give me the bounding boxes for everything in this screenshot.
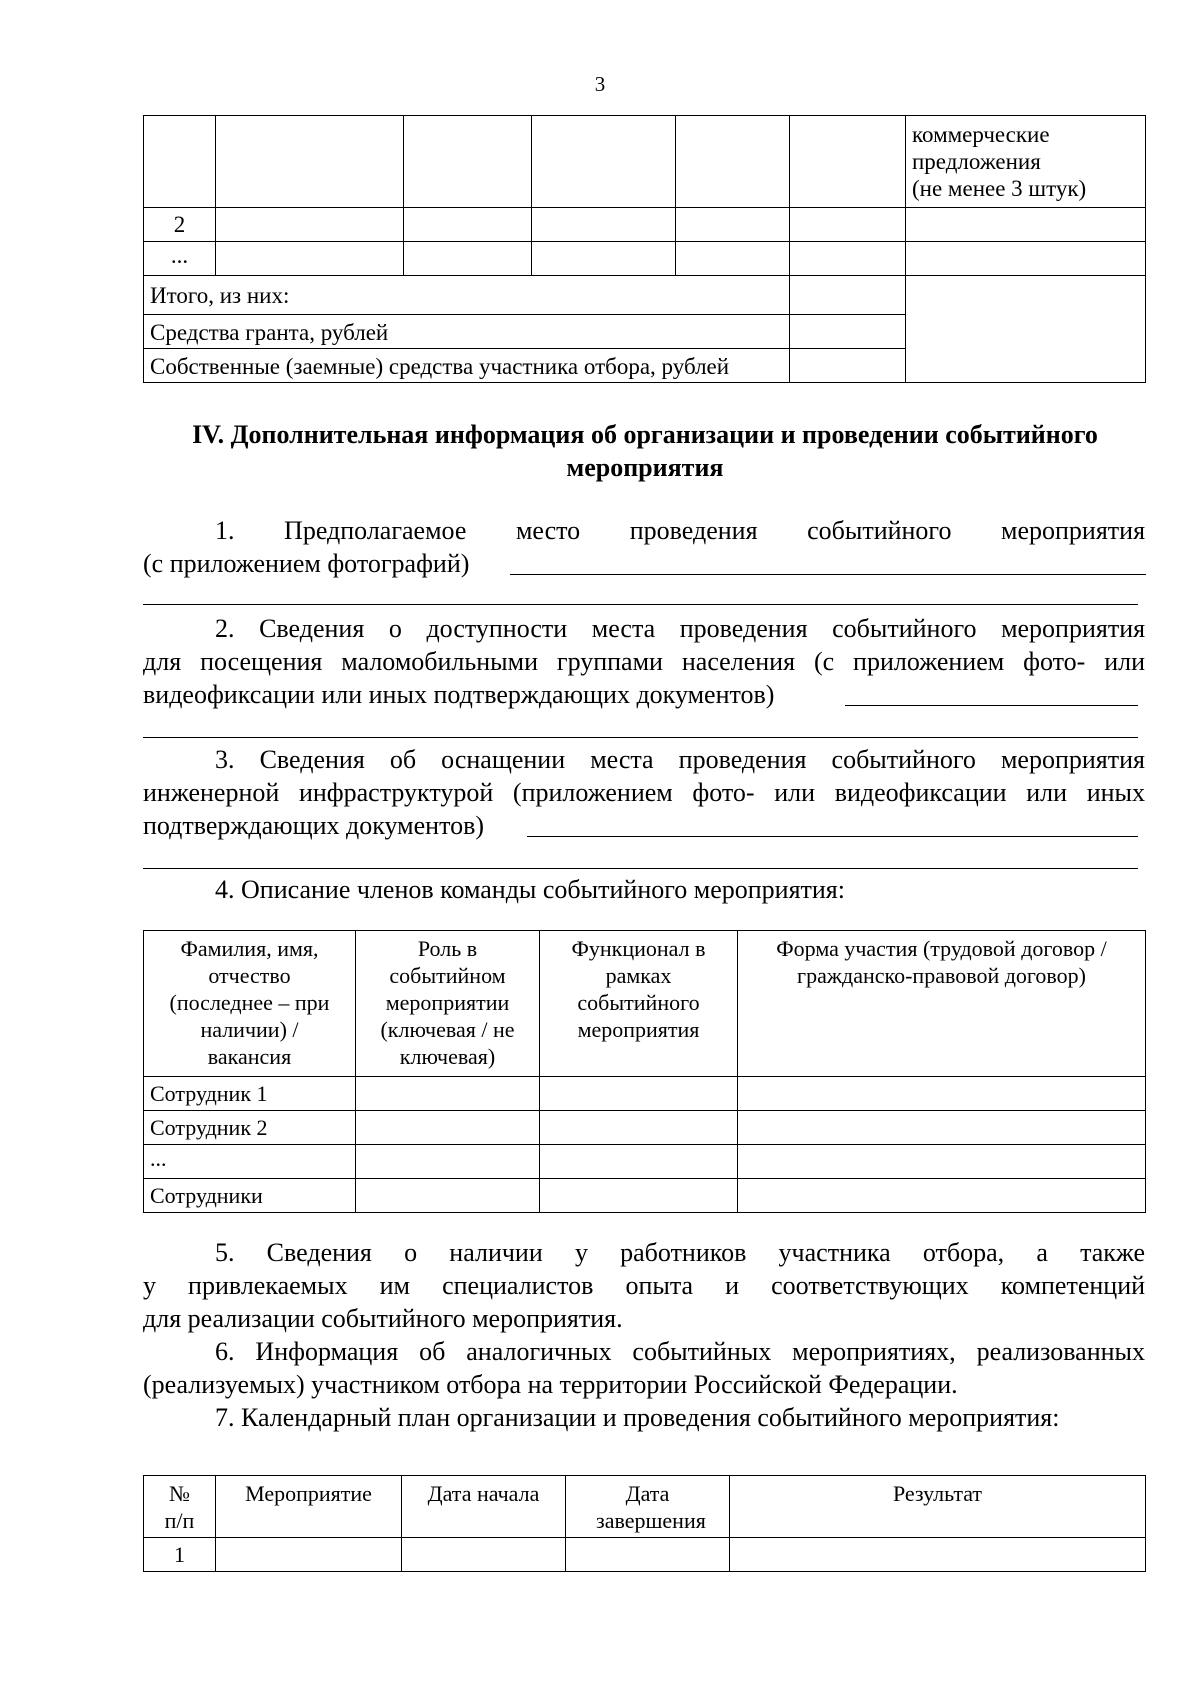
total-label: Итого, из них:: [144, 276, 790, 315]
calendar-table: [143, 1475, 1146, 1572]
grant-label: Средства гранта, рублей: [144, 315, 790, 349]
row-number: 1: [144, 1538, 216, 1572]
item-7: 7. Календарный план организации и проведения событийного мероприятия:: [215, 1403, 1060, 1432]
commercial-offers-cell: коммерческие предложения (не менее 3 штук): [906, 116, 1146, 208]
team-table: [143, 930, 1146, 1213]
table-header-row: [144, 1476, 1146, 1538]
table-row: [144, 116, 1146, 208]
column-header: Фамилия, имя, отчество (последнее – при наличии) / вакансия: [144, 931, 356, 1077]
team-member-cell: ...: [144, 1145, 356, 1179]
team-member-cell: Сотрудник 1: [144, 1077, 356, 1111]
budget-table: [143, 115, 1146, 383]
item-1-line1: 1. Предполагаемое место проведения событийного мероприятия: [215, 516, 1146, 545]
item-3-line1: 3. Сведения об оснащении места проведения событийного мероприятия: [215, 745, 1145, 774]
table-row: [144, 1077, 1146, 1111]
item-6-line2: (реализуемых) участником отбора на территории Российской Федерации.: [143, 1370, 958, 1399]
item-2-line2: для посещения маломобильными группами населения (с приложением фото- или: [143, 647, 1145, 676]
column-header: Дата завершения: [566, 1476, 730, 1538]
column-header: Форма участия (трудовой договор / гражданско-правовой договор): [738, 931, 1146, 1077]
item-3-line2: инженерной инфраструктурой (приложением фото- или видеофиксации или иных: [143, 778, 1145, 807]
table-row: [144, 242, 1146, 276]
item-5-line2: у привлекаемых им специалистов опыта и соответствующих компетенций: [143, 1271, 1146, 1300]
column-header: Мероприятие: [216, 1476, 402, 1538]
item-4: 4. Описание членов команды событийного мероприятия:: [215, 875, 845, 904]
column-header: Результат: [730, 1476, 1146, 1538]
fill-line: [143, 604, 1138, 605]
column-header: № п/п: [144, 1476, 216, 1538]
fill-line: [845, 705, 1138, 706]
item-3-line3: подтверждающих документов): [143, 811, 485, 840]
item-2-line3: видеофиксации или иных подтверждающих документов): [143, 680, 775, 709]
column-header: Роль в событийном мероприятии (ключевая / не ключевая): [356, 931, 540, 1077]
item-6-line1: 6. Информация об аналогичных событийных мероприятиях, реализованных: [215, 1337, 1145, 1366]
fill-line: [527, 836, 1138, 837]
fill-line: [143, 868, 1138, 869]
page-number: 3: [594, 72, 606, 96]
team-member-cell: Сотрудники: [144, 1179, 356, 1213]
fill-line: [510, 574, 1146, 575]
row-number: 2: [144, 208, 216, 242]
table-row: [144, 1111, 1146, 1145]
item-2-line1: 2. Сведения о доступности места проведения событийного мероприятия: [215, 614, 1146, 643]
table-row: [144, 276, 1146, 315]
table-header-row: [144, 931, 1146, 1077]
column-header: Дата начала: [402, 1476, 566, 1538]
section-heading: IV. Дополнительная информация об организации и проведении событийного мероприятия: [192, 420, 1098, 482]
row-ellipsis: ...: [144, 242, 216, 276]
column-header: Функционал в рамках событийного мероприятия: [540, 931, 738, 1077]
table-row: [144, 1145, 1146, 1179]
table-row: [144, 1179, 1146, 1213]
fill-line: [143, 737, 1138, 738]
team-member-cell: Сотрудник 2: [144, 1111, 356, 1145]
table-row: [144, 208, 1146, 242]
item-5-line1: 5. Сведения о наличии у работников участника отбора, а также: [215, 1238, 1146, 1267]
own-funds-label: Собственные (заемные) средства участника отбора, рублей: [144, 349, 790, 383]
item-1-line2: (с приложением фотографий): [143, 549, 470, 578]
item-5-line3: для реализации событийного мероприятия.: [143, 1304, 623, 1333]
table-row: [144, 1538, 1146, 1572]
